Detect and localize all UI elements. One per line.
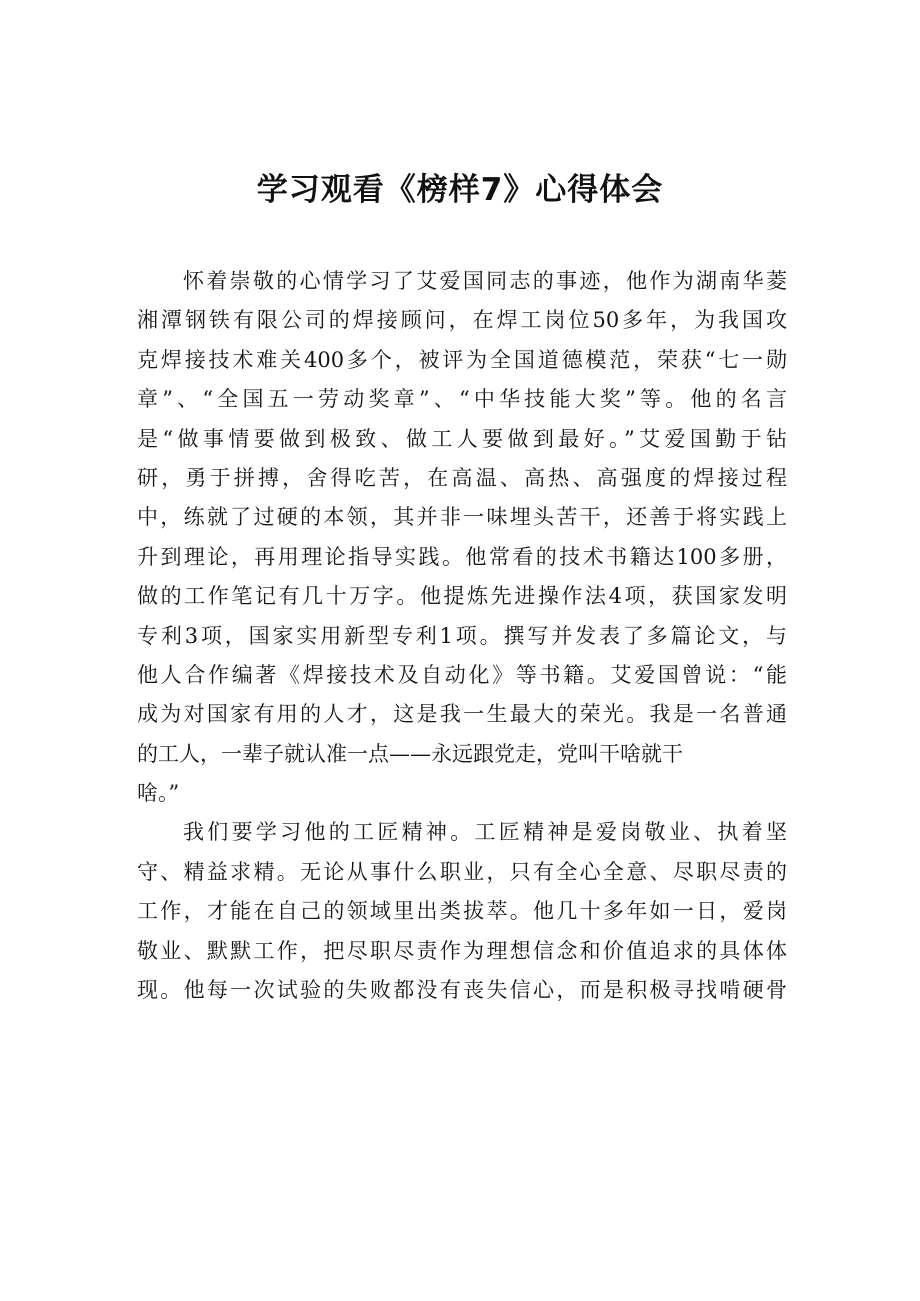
paragraph-line: 中，练就了过硬的本领，其并非一味埋头苦干，还善于将实践上 (137, 505, 787, 530)
paragraph-line: 升到理论，再用理论指导实践。他常看的技术书籍达100多册， (137, 544, 787, 569)
paragraph-line: 专利3项，国家实用新型专利1项。撰写并发表了多篇论文，与 (137, 623, 787, 648)
paragraph-line: 他人合作编著《焊接技术及自动化》等书籍。艾爱国曾说：“能 (137, 662, 787, 687)
paragraph-line: 是“做事情要做到极致、做工人要做到最好。”艾爱国勤于钻 (137, 426, 787, 451)
paragraph (137, 813, 787, 1010)
paragraph-line: 工作，才能在自己的领域里出类拔萃。他几十多年如一日，爱岗 (137, 899, 787, 924)
paragraph-line: 的工人，一辈子就认准一点——永远跟党走，党叫干啥就干 (137, 741, 683, 766)
paragraph (137, 262, 787, 813)
paragraph-line: 敬业、默默工作，把尽职尽责作为理想信念和价值追求的具体体 (137, 938, 787, 963)
paragraph-line: 我们要学习他的工匠精神。工匠精神是爱岗敬业、执着坚 (183, 820, 787, 845)
paragraph-line: 守、精益求精。无论从事什么职业，只有全心全意、尽职尽责的 (137, 859, 787, 884)
paragraph-line: 章”、“全国五一劳动奖章”、“中华技能大奖”等。他的名言 (137, 387, 787, 412)
document-body (137, 262, 787, 1010)
paragraph-line: 湘潭钢铁有限公司的焊接顾问，在焊工岗位50多年，为我国攻 (137, 308, 787, 333)
paragraph-line: 克焊接技术难关400多个，被评为全国道德模范，荣获“七一勋 (137, 347, 787, 372)
paragraph-line: 怀着崇敬的心情学习了艾爱国同志的事迹，他作为湖南华菱 (183, 269, 787, 293)
document-title: 学习观看《榜样7》心得体会 (256, 172, 664, 208)
paragraph-line: 啥。” (137, 781, 180, 806)
paragraph-line: 现。他每一次试验的失败都没有丧失信心，而是积极寻找啃硬骨 (137, 978, 787, 1003)
paragraph-line: 研，勇于拼搏，舍得吃苦，在高温、高热、高强度的焊接过程 (137, 465, 787, 490)
paragraph-line: 成为对国家有用的人才，这是我一生最大的荣光。我是一名普通 (137, 702, 787, 727)
paragraph-line: 做的工作笔记有几十万字。他提炼先进操作法4项，获国家发明 (137, 584, 787, 609)
